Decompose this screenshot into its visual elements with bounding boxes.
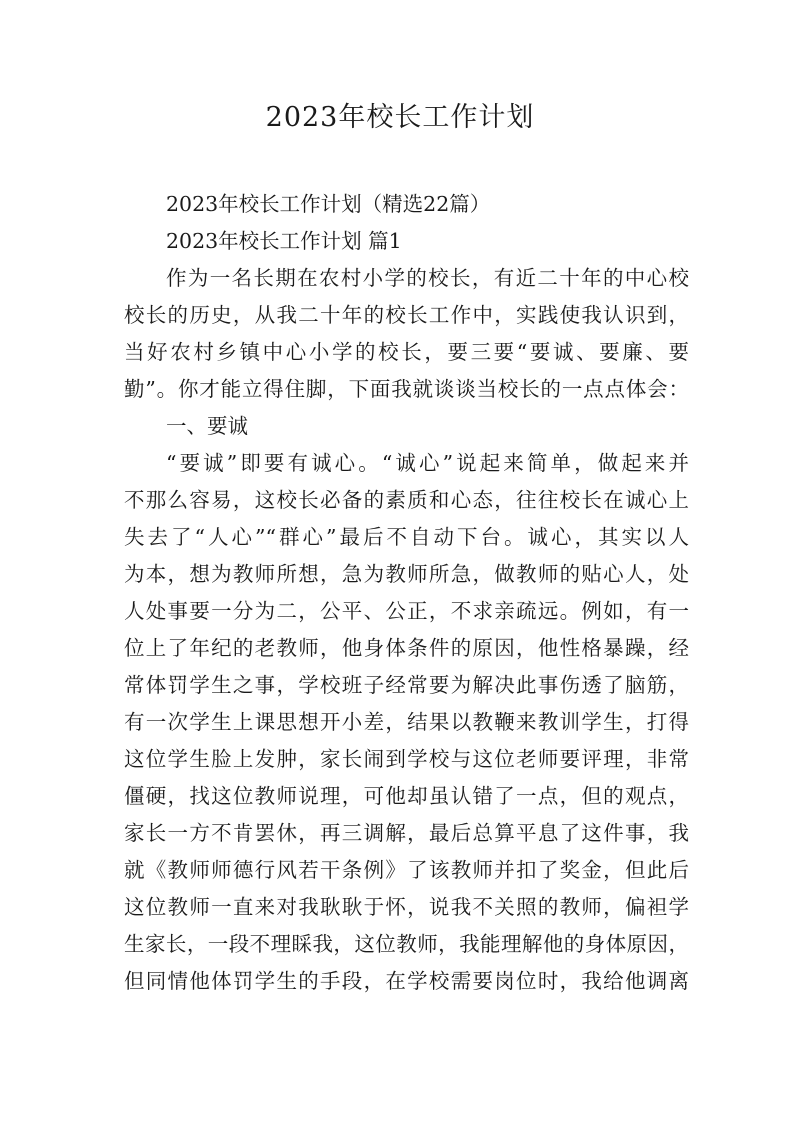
text-line: “要诚”即要有诚心。“诚心”说起来简单，做起来并 (166, 451, 689, 475)
text-line: 为本，想为教师所想，急为教师所急，做教师的贴心人，处 (124, 562, 689, 586)
text-line: 生家长，一段不理睬我，这位教师，我能理解他的身体原因， (124, 932, 689, 956)
text-line: 不那么容易，这校长必备的素质和心态，往往校长在诚心上 (124, 488, 689, 512)
text-line: 校长的历史，从我二十年的校长工作中，实践使我认识到， (124, 303, 689, 327)
text-line: 但同情他体罚学生的手段，在学校需要岗位时，我给他调离 (124, 969, 689, 993)
text-line: 作为一名长期在农村小学的校长，有近二十年的中心校 (166, 266, 689, 290)
text-line: 有一次学生上课思想开小差，结果以教鞭来教训学生，打得 (124, 710, 689, 734)
text-line: 2023年校长工作计划（精选22篇） (166, 192, 491, 216)
text-line: 2023年校长工作计划 篇1 (166, 229, 402, 253)
text-line: 家长一方不肯罢休，再三调解，最后总算平息了这件事，我 (124, 821, 689, 845)
text-line: 勤”。你才能立得住脚，下面我就谈谈当校长的一点点体会： (124, 377, 689, 401)
document-title: 2023年校长工作计划 (265, 102, 535, 133)
text-line: 人处事要一分为二，公平、公正，不求亲疏远。例如，有一 (124, 599, 689, 623)
text-line: 一、要诚 (166, 414, 248, 438)
text-line: 位上了年纪的老教师，他身体条件的原因，他性格暴躁，经 (124, 636, 689, 660)
text-line: 当好农村乡镇中心小学的校长，要三要“要诚、要廉、要 (124, 340, 689, 364)
text-line: 常体罚学生之事，学校班子经常要为解决此事伤透了脑筋， (124, 673, 689, 697)
text-line: 就《教师师德行风若干条例》了该教师并扣了奖金，但此后 (124, 858, 689, 882)
text-line: 这位教师一直来对我耿耿于怀，说我不关照的教师，偏袒学 (124, 895, 689, 919)
text-line: 失去了“人心”“群心”最后不自动下台。诚心，其实以人 (124, 525, 689, 549)
text-line: 这位学生脸上发肿，家长闹到学校与这位老师要评理，非常 (124, 747, 689, 771)
document-body (124, 186, 689, 1000)
text-line: 僵硬，找这位教师说理，可他却虽认错了一点，但的观点， (124, 784, 689, 808)
